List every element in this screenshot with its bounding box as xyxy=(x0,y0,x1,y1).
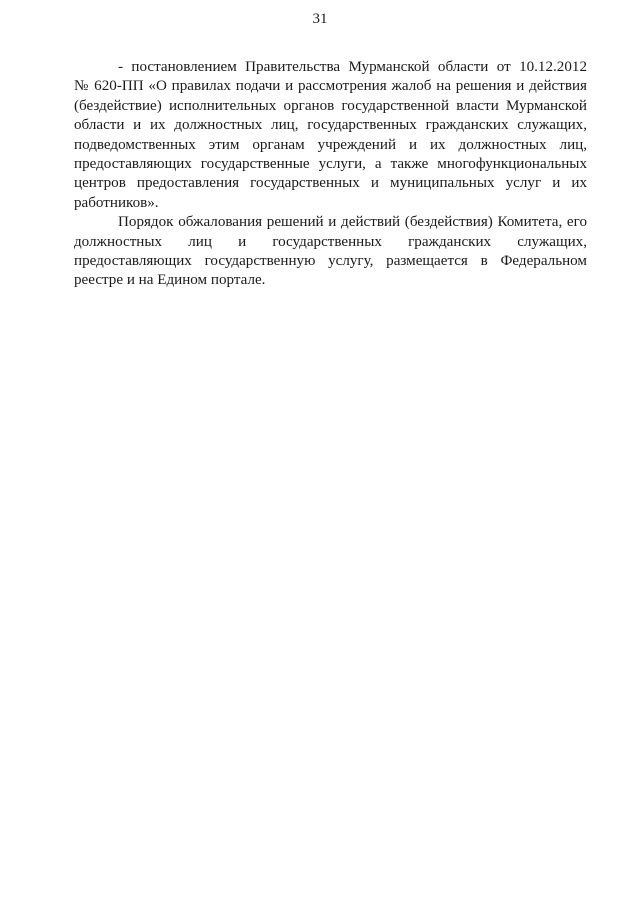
text-line: - постановлением Правительства Мурманской области от 10.12.2012 xyxy=(118,59,587,75)
paragraph-regulation-reference xyxy=(74,58,587,213)
text-line: центров предоставления государственных и муниципальных услуг и их xyxy=(74,175,587,192)
text-line: области и их должностных лиц, государственных гражданских служащих, xyxy=(74,117,587,134)
text-line: работников». xyxy=(74,194,159,211)
text-line: предоставляющих государственные услуги, а также многофункциональных xyxy=(74,156,587,173)
page-number: 31 xyxy=(312,11,328,27)
text-line: предоставляющих государственную услугу, размещается в Федеральном xyxy=(74,253,587,270)
text-line: должностных лиц и государственных гражданских служащих, xyxy=(74,233,587,250)
text-line: реестре и на Едином портале. xyxy=(74,272,266,289)
text-line: подведомственных этим органам учреждений и их должностных лиц, xyxy=(74,136,587,153)
document-body xyxy=(74,58,587,291)
text-line: (бездействие) исполнительных органов государственной власти Мурманской xyxy=(74,97,587,114)
text-line: № 620-ПП «О правилах подачи и рассмотрения жалоб на решения и действия xyxy=(74,78,587,95)
text-line: Порядок обжалования решений и действий (бездействия) Комитета, его xyxy=(118,214,587,231)
paragraph-appeal-procedure xyxy=(74,213,587,291)
